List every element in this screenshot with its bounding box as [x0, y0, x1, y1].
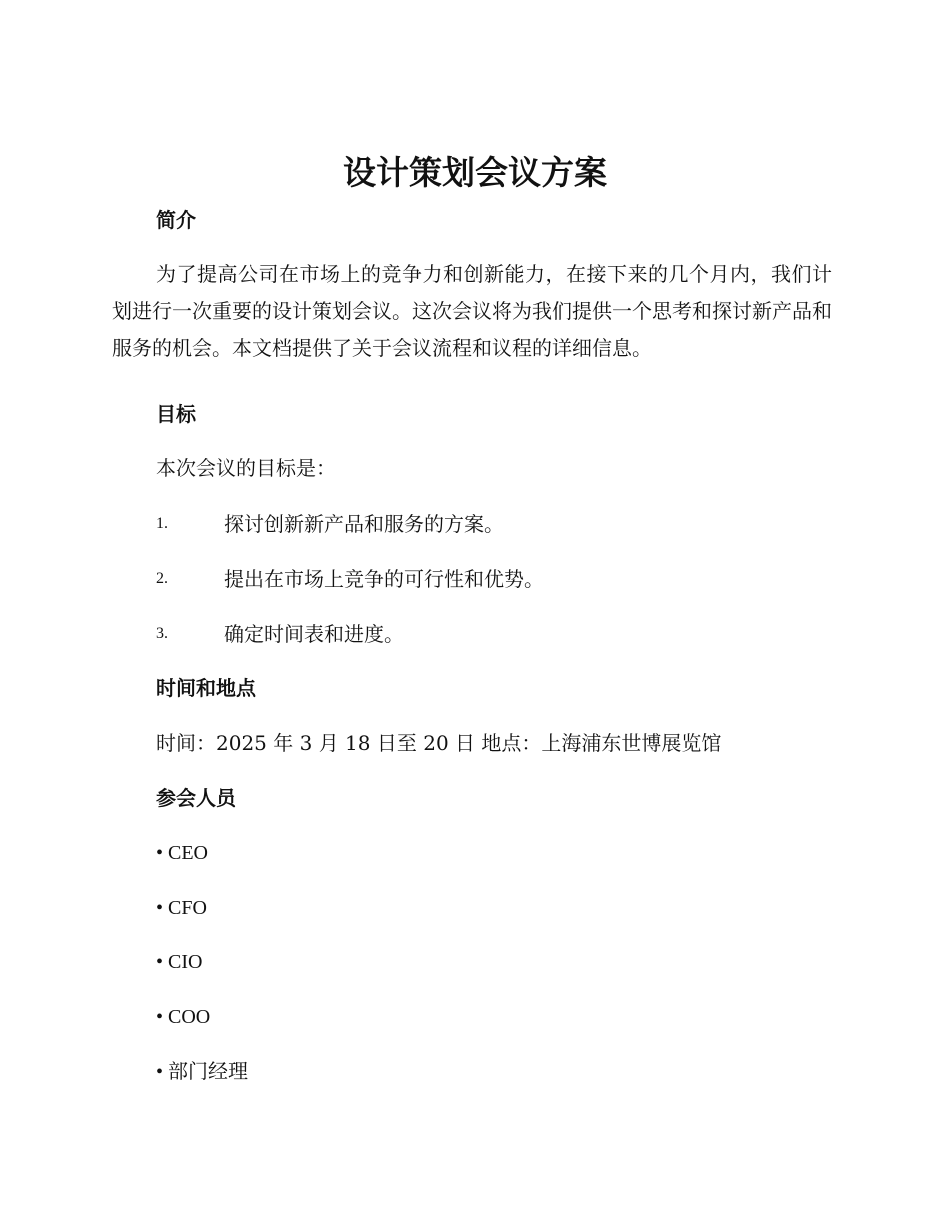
intro-paragraph: 为了提高公司在市场上的竞争力和创新能力，在接下来的几个月内，我们计划进行一次重要的设计策划会议。这次会议将为我们提供一个思考和探讨新产品和服务的机会。本文档提供了关于会议流程和议程的详细信息。	[112, 262, 832, 360]
attendee-name: CFO	[168, 897, 207, 919]
list-item-text: 探讨创新新产品和服务的方案。	[224, 512, 504, 536]
attendee-name: CIO	[168, 951, 203, 973]
section-heading-intro: 简介	[156, 208, 196, 232]
list-item	[156, 894, 207, 922]
list-item-number: 3.	[156, 625, 168, 642]
attendee-name: CEO	[168, 842, 208, 864]
bullet-marker: •	[156, 1061, 164, 1083]
bullet-marker: •	[156, 951, 164, 973]
list-item-text: 确定时间表和进度。	[224, 622, 404, 646]
list-item	[156, 1003, 210, 1031]
document-title: 设计策划会议方案	[343, 153, 607, 192]
section-heading-attendees: 参会人员	[156, 786, 236, 810]
bullet-marker: •	[156, 1006, 164, 1028]
section-heading-goals: 目标	[156, 402, 196, 426]
bullet-marker: •	[156, 897, 164, 919]
goals-lead-text: 本次会议的目标是：	[156, 456, 336, 480]
list-item	[156, 1058, 248, 1086]
list-item-text: 提出在市场上竞争的可行性和优势。	[224, 567, 544, 591]
time-place-text: 时间：2025 年 3 月 18 日至 20 日 地点：上海浦东世博展览馆	[156, 731, 722, 755]
list-item	[156, 948, 202, 976]
bullet-marker: •	[156, 842, 164, 864]
list-item-number: 1.	[156, 515, 168, 532]
list-item-number: 2.	[156, 570, 168, 587]
list-item	[156, 839, 208, 867]
section-heading-time-place: 时间和地点	[156, 676, 256, 700]
attendee-name: COO	[168, 1006, 211, 1028]
attendee-name: 部门经理	[168, 1061, 248, 1083]
